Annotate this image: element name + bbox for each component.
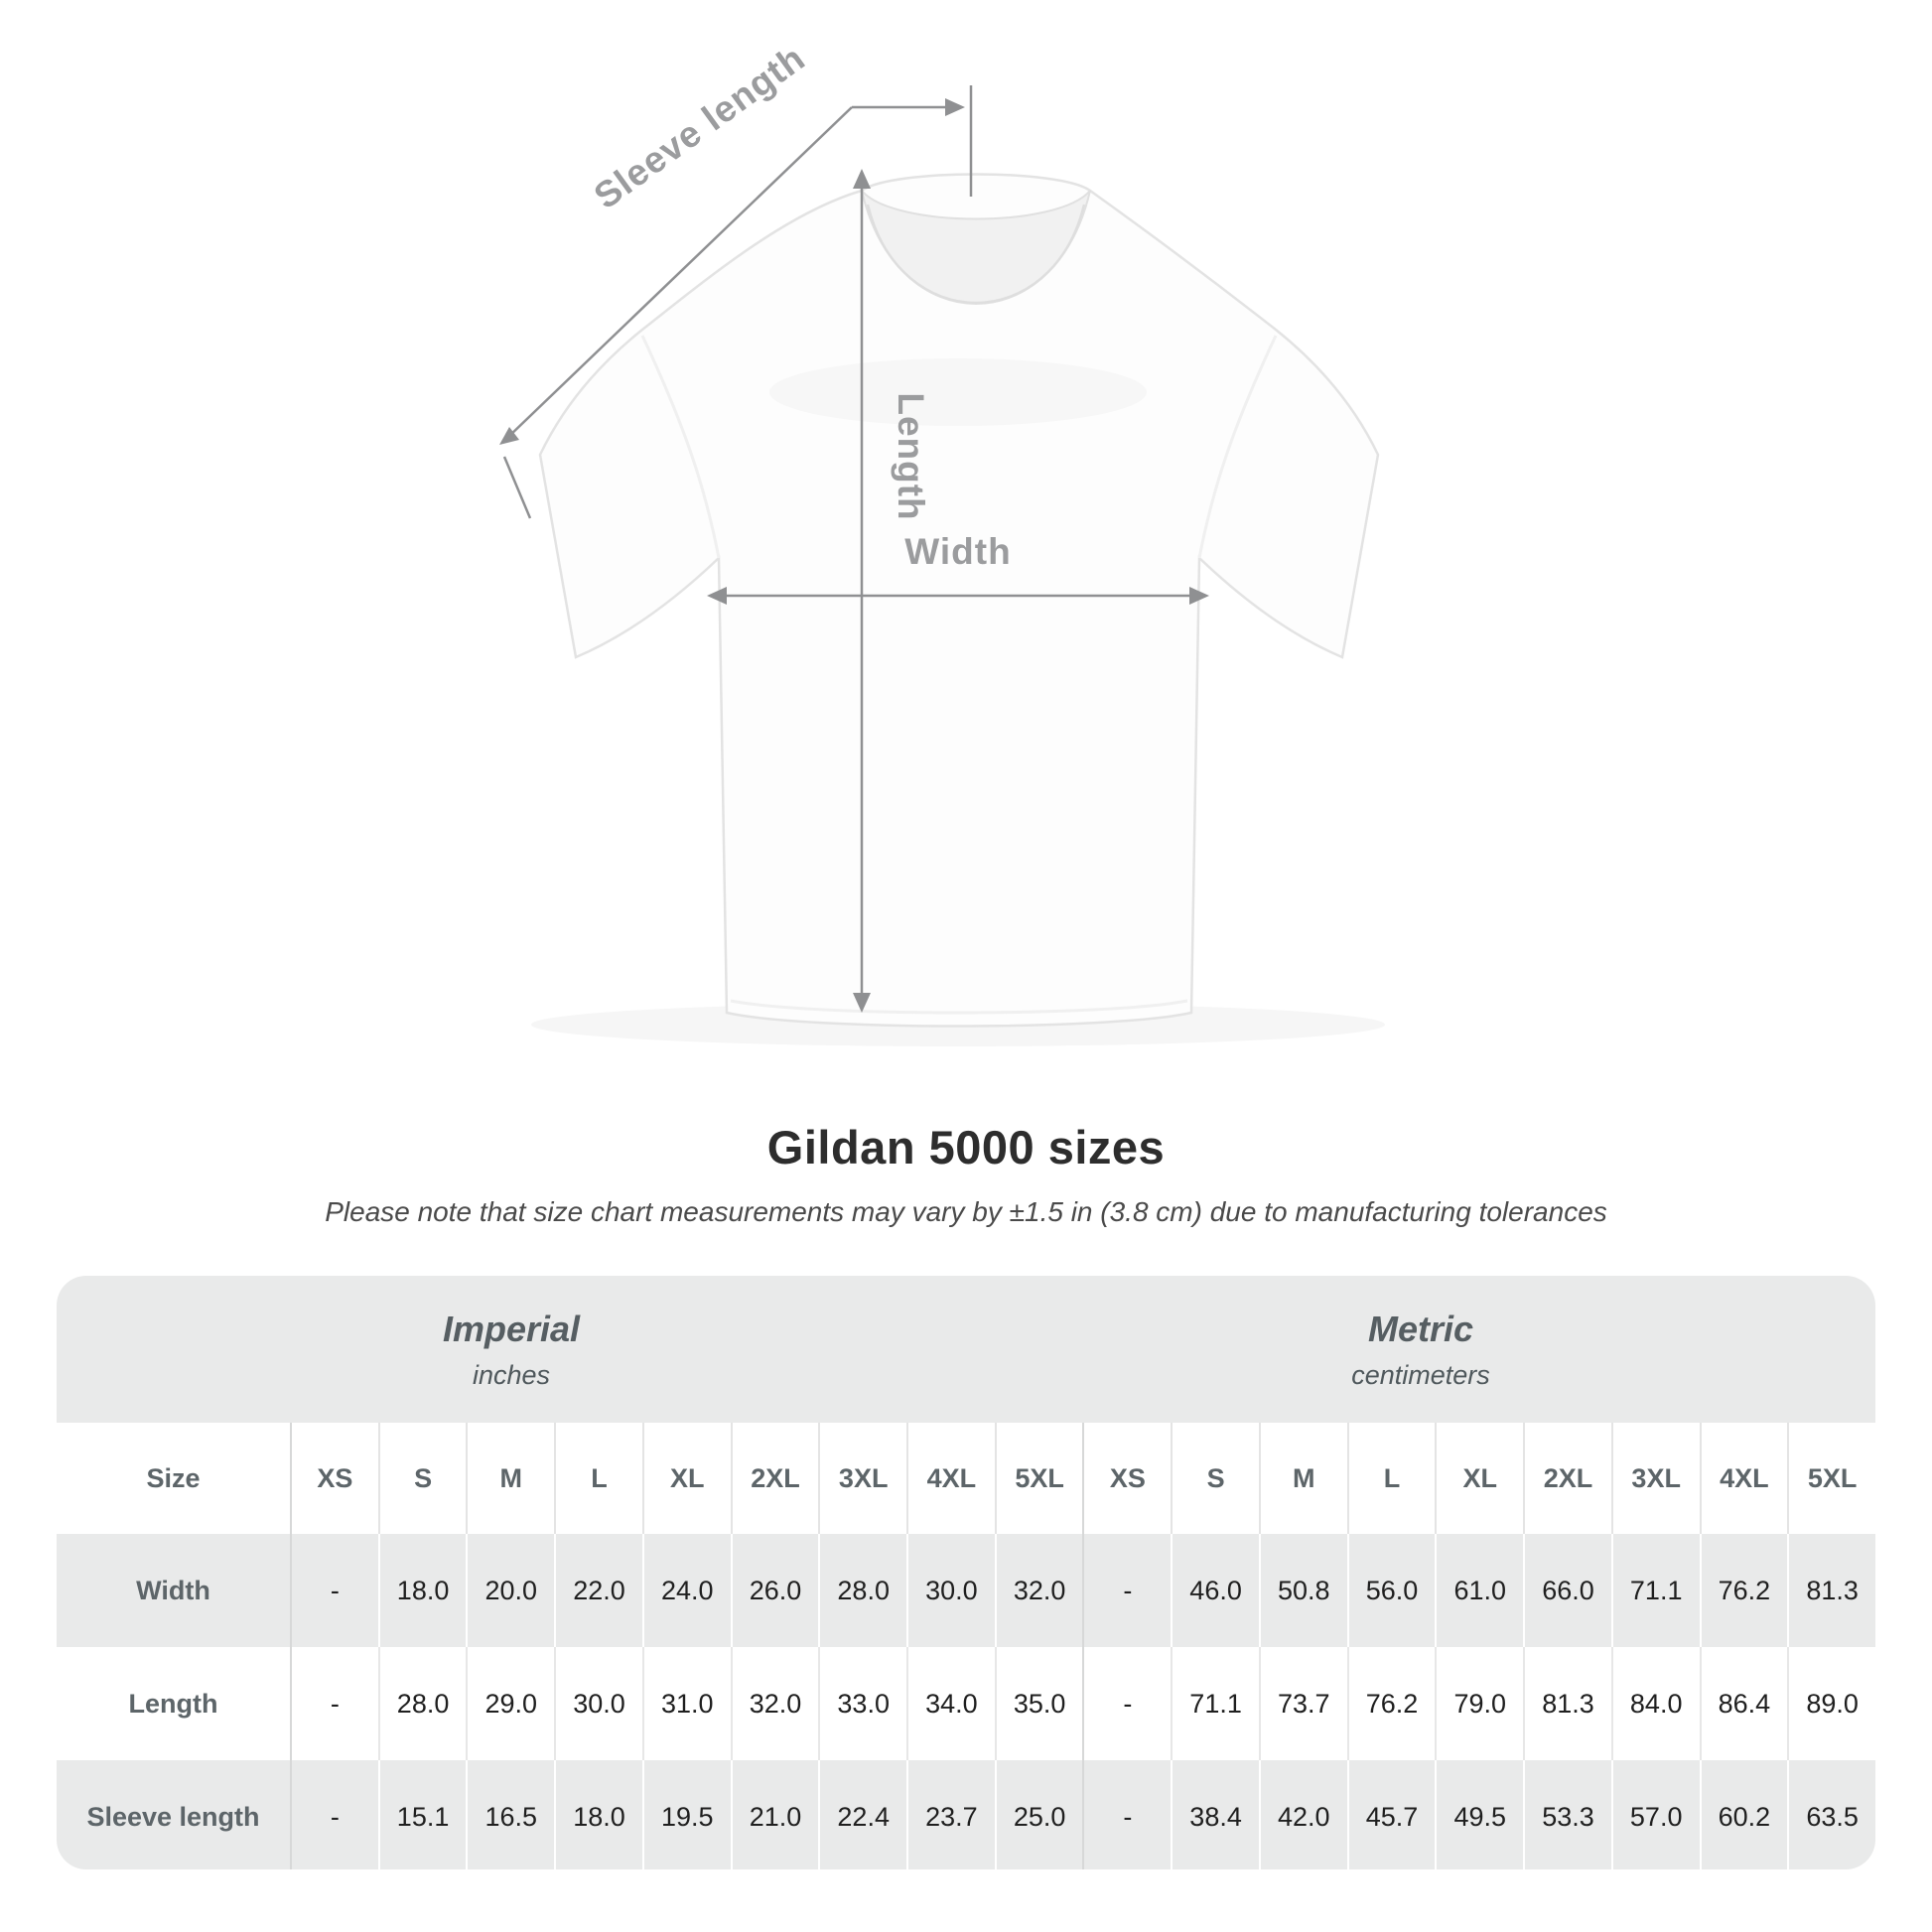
value-cell: 60.2 <box>1700 1760 1788 1869</box>
value-cell: 53.3 <box>1523 1760 1611 1869</box>
page-title: Gildan 5000 sizes <box>766 1121 1166 1173</box>
size-header-cell: M <box>466 1423 554 1534</box>
value-cell: - <box>290 1647 378 1760</box>
row-label: Width <box>136 1575 210 1605</box>
row-label: Length <box>128 1688 218 1719</box>
unit-band <box>57 1276 1875 1423</box>
unit-group-metric <box>966 1276 1875 1423</box>
value-cell: - <box>1082 1534 1171 1647</box>
value-cell: 29.0 <box>466 1647 554 1760</box>
size-header-cell: 2XL <box>1523 1423 1611 1534</box>
size-header-cell: XL <box>1435 1423 1523 1534</box>
value-cell: 46.0 <box>1171 1534 1259 1647</box>
value-cell: 20.0 <box>466 1534 554 1647</box>
value-cell: 71.1 <box>1171 1647 1259 1760</box>
value-cell: 33.0 <box>818 1647 906 1760</box>
value-cell: 89.0 <box>1787 1647 1875 1760</box>
value-cell: 18.0 <box>554 1760 642 1869</box>
length-label: Length <box>891 392 931 521</box>
value-cell: 38.4 <box>1171 1760 1259 1869</box>
size-header-cell: XL <box>642 1423 731 1534</box>
value-cell: 16.5 <box>466 1760 554 1869</box>
size-header-cell: 5XL <box>995 1423 1083 1534</box>
value-cell: 76.2 <box>1700 1534 1788 1647</box>
value-cell: - <box>290 1760 378 1869</box>
centimeters-label: centimeters <box>1351 1359 1490 1390</box>
tolerance-note: Please note that size chart measurements may vary by ±1.5 in (3.8 cm) due to manufacturing tolerances <box>325 1196 1607 1227</box>
collar-horizontal-arrowhead <box>945 98 965 116</box>
value-cell: 28.0 <box>378 1647 467 1760</box>
value-cell: 22.4 <box>818 1760 906 1869</box>
value-cell: 15.1 <box>378 1760 467 1869</box>
value-cell: 45.7 <box>1347 1760 1436 1869</box>
table-row-length <box>57 1647 1875 1760</box>
size-header-cell: L <box>554 1423 642 1534</box>
size-header-cell: M <box>1259 1423 1347 1534</box>
size-header-cell: 2XL <box>731 1423 819 1534</box>
value-cell: 34.0 <box>906 1647 995 1760</box>
value-cell: 56.0 <box>1347 1534 1436 1647</box>
value-cell: 30.0 <box>554 1647 642 1760</box>
value-cell: 18.0 <box>378 1534 467 1647</box>
size-header-cell: 4XL <box>906 1423 995 1534</box>
value-cell: 79.0 <box>1435 1647 1523 1760</box>
size-chart-table <box>57 1276 1875 1869</box>
value-cell: 76.2 <box>1347 1647 1436 1760</box>
value-cell: 28.0 <box>818 1534 906 1647</box>
metric-label: Metric <box>1367 1308 1474 1349</box>
value-cell: 71.1 <box>1611 1534 1700 1647</box>
value-cell: 30.0 <box>906 1534 995 1647</box>
value-cell: 84.0 <box>1611 1647 1700 1760</box>
width-arrowhead-left <box>707 587 727 605</box>
size-header-cell: L <box>1347 1423 1436 1534</box>
value-cell: 86.4 <box>1700 1647 1788 1760</box>
size-header-cell: 3XL <box>1611 1423 1700 1534</box>
value-cell: 24.0 <box>642 1534 731 1647</box>
size-header-cell: 4XL <box>1700 1423 1788 1534</box>
size-header-cell: 5XL <box>1787 1423 1875 1534</box>
value-cell: 26.0 <box>731 1534 819 1647</box>
value-cell: 32.0 <box>731 1647 819 1760</box>
value-cell: 49.5 <box>1435 1760 1523 1869</box>
inches-label: inches <box>472 1359 551 1390</box>
sleeve-length-extension-line <box>504 457 530 518</box>
size-header-cell: XS <box>290 1423 378 1534</box>
value-cell: 23.7 <box>906 1760 995 1869</box>
value-cell: 61.0 <box>1435 1534 1523 1647</box>
table-row-width <box>57 1534 1875 1647</box>
value-cell: 19.5 <box>642 1760 731 1869</box>
table-row-sleeve-length <box>57 1760 1875 1869</box>
value-cell: 57.0 <box>1611 1760 1700 1869</box>
value-cell: 63.5 <box>1787 1760 1875 1869</box>
value-cell: 81.3 <box>1523 1647 1611 1760</box>
size-header-cell: 3XL <box>818 1423 906 1534</box>
size-header-cell: S <box>378 1423 467 1534</box>
value-cell: 32.0 <box>995 1534 1083 1647</box>
value-cell: 31.0 <box>642 1647 731 1760</box>
sleeve-length-label: Sleeve length <box>586 37 813 217</box>
size-header-cell: S <box>1171 1423 1259 1534</box>
size-header-cell: XS <box>1082 1423 1171 1534</box>
value-cell: 21.0 <box>731 1760 819 1869</box>
value-cell: 50.8 <box>1259 1534 1347 1647</box>
value-cell: 81.3 <box>1787 1534 1875 1647</box>
value-cell: - <box>1082 1647 1171 1760</box>
value-cell: - <box>290 1534 378 1647</box>
heading-block <box>0 1120 1932 1228</box>
row-label: Sleeve length <box>86 1801 260 1832</box>
value-cell: 66.0 <box>1523 1534 1611 1647</box>
chest-shading <box>769 358 1147 426</box>
imperial-label: Imperial <box>442 1308 581 1349</box>
value-cell: 25.0 <box>995 1760 1083 1869</box>
width-label: Width <box>904 531 1012 572</box>
size-column-header: Size <box>146 1462 201 1493</box>
value-cell: 73.7 <box>1259 1647 1347 1760</box>
value-cell: 22.0 <box>554 1534 642 1647</box>
value-cell: - <box>1082 1760 1171 1869</box>
value-cell: 35.0 <box>995 1647 1083 1760</box>
unit-group-imperial <box>57 1276 966 1423</box>
value-cell: 42.0 <box>1259 1760 1347 1869</box>
size-header-row <box>57 1423 1875 1534</box>
length-arrowhead-top <box>853 169 871 189</box>
